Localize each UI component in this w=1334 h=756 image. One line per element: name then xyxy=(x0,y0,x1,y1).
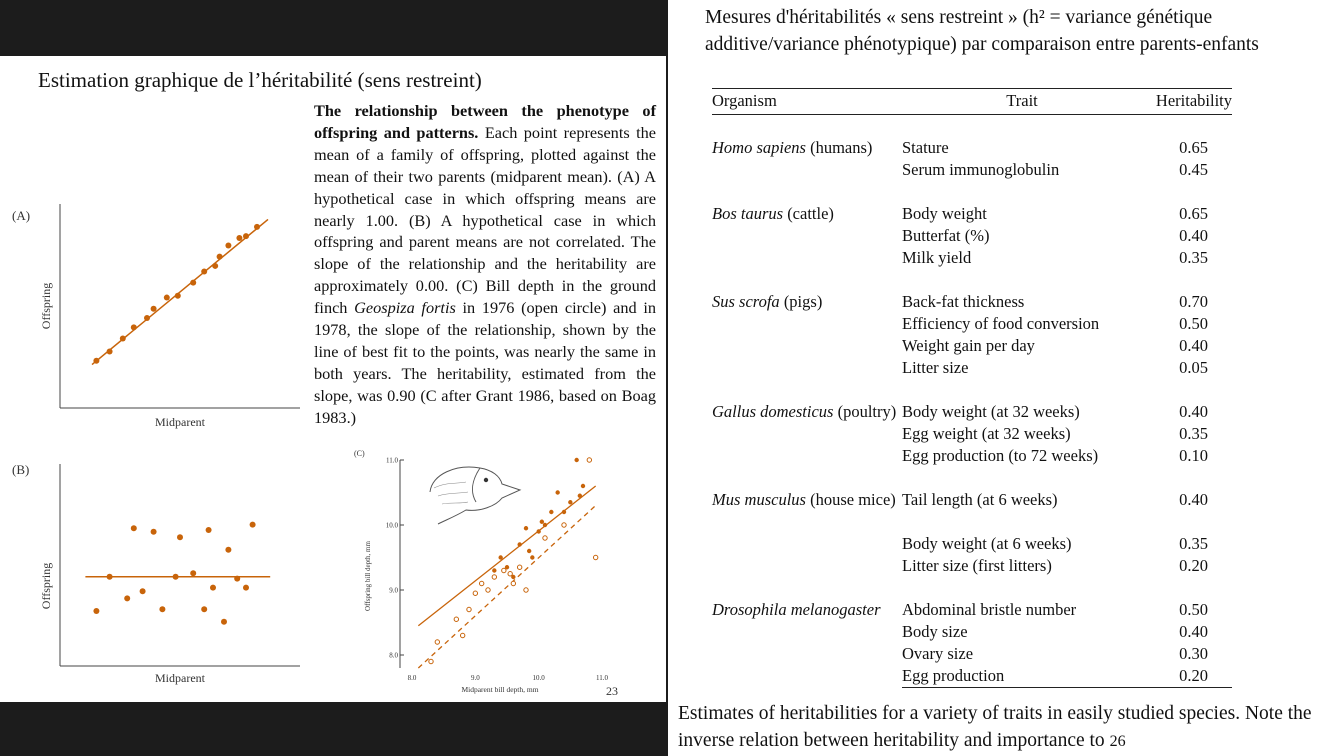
x-axis-label: Midparent bill depth, mm xyxy=(461,685,539,694)
heritability-cell: 0.65 xyxy=(1179,138,1208,157)
data-point xyxy=(460,633,464,637)
col-heritability: Heritability xyxy=(1142,89,1232,115)
y-tick-label: 11.0 xyxy=(386,456,398,465)
heritability-cell: 0.50 xyxy=(1179,600,1208,619)
trait-cell: Body weight (at 32 weeks) xyxy=(902,402,1080,421)
heritability-cell: 0.40 xyxy=(1179,226,1208,245)
data-point xyxy=(574,458,578,462)
heritability-cell: 0.10 xyxy=(1179,446,1208,465)
left-slide xyxy=(0,56,666,702)
bird-head-shading xyxy=(434,482,468,504)
heritability-cell: 0.20 xyxy=(1142,665,1232,688)
x-tick-label: 8.0 xyxy=(407,674,417,682)
table-header-row xyxy=(712,89,1232,115)
heritability-table xyxy=(712,88,1232,688)
trait-cell: Egg production (to 72 weeks) xyxy=(902,446,1099,465)
organism-cell xyxy=(712,401,902,467)
bird-eye xyxy=(484,478,488,482)
y-axis-label: Offspring xyxy=(39,562,53,610)
data-point xyxy=(217,254,223,260)
plot-area xyxy=(418,458,598,668)
trait-cell: Butterfat (%) xyxy=(902,226,990,245)
organism-scientific-name: Gallus domesticus xyxy=(712,402,834,421)
data-point xyxy=(131,324,137,330)
heritability-cell: 0.20 xyxy=(1179,556,1208,575)
data-point xyxy=(581,484,585,488)
data-point xyxy=(173,574,179,580)
heritability-cell: 0.45 xyxy=(1179,160,1208,179)
trait-cell: Efficiency of food conversion xyxy=(902,314,1100,333)
organism-common-name: (poultry) xyxy=(833,402,897,421)
data-point xyxy=(467,607,471,611)
bird-head-sketch xyxy=(430,467,520,524)
data-point xyxy=(175,293,181,299)
heritability-cell: 0.35 xyxy=(1179,248,1208,267)
data-point xyxy=(517,542,521,546)
group-spacer xyxy=(712,467,1232,489)
table-row xyxy=(712,137,1232,159)
organism-cell xyxy=(712,137,902,181)
chart-panel-a xyxy=(12,202,302,442)
bird-head-outline xyxy=(430,467,520,524)
organism-cell xyxy=(712,291,902,379)
data-point xyxy=(536,529,540,533)
panel-label: (C) xyxy=(354,449,365,458)
data-point xyxy=(212,263,218,269)
table-row xyxy=(712,401,1232,423)
data-point xyxy=(159,606,165,612)
data-point xyxy=(508,572,512,576)
group-spacer xyxy=(712,269,1232,291)
data-point xyxy=(190,570,196,576)
trait-cell: Tail length (at 6 weeks) xyxy=(902,490,1058,509)
panel-label: (A) xyxy=(12,208,31,223)
data-point xyxy=(429,659,433,663)
data-point xyxy=(486,588,490,592)
data-point xyxy=(435,640,439,644)
data-point xyxy=(93,608,99,614)
data-point xyxy=(524,526,528,530)
data-point xyxy=(511,581,515,585)
data-point xyxy=(473,591,477,595)
data-point xyxy=(555,490,559,494)
data-point xyxy=(530,555,534,559)
caption-text-1: Each point represents the mean of a family of offspring, plotted against the mean of their two parents (midparent mean). (A) A hypothetical case in which offspring means are nearly 1.00. (B) A hypothetical case in which offspring and parent means are not correlated. The slope of the relationship and the heritability are approximately 0.00. (C) Bill depth in the ground finch xyxy=(314,122,656,318)
col-organism: Organism xyxy=(712,89,902,115)
group-spacer xyxy=(712,379,1232,401)
data-point xyxy=(210,585,216,591)
data-point xyxy=(527,549,531,553)
data-point xyxy=(543,523,547,527)
organism-common-name: (pigs) xyxy=(779,292,823,311)
trait-cell xyxy=(902,511,1142,533)
panel-label: (B) xyxy=(12,462,30,477)
caption-bold-lead: The relationship between the phenotype of offspring and patterns. xyxy=(314,101,656,142)
data-point xyxy=(243,233,249,239)
trait-cell: Egg weight (at 32 weeks) xyxy=(902,424,1071,443)
trait-cell: Body weight xyxy=(902,204,987,223)
y-tick-label: 9.0 xyxy=(389,586,398,595)
fit-line-1978 xyxy=(418,486,595,626)
group-spacer xyxy=(712,577,1232,599)
data-point xyxy=(131,525,137,531)
col-trait: Trait xyxy=(902,89,1142,115)
data-point xyxy=(206,527,212,533)
trait-cell: Stature xyxy=(902,138,949,157)
trait-cell: Litter size (first litters) xyxy=(902,556,1052,575)
data-point xyxy=(568,500,572,504)
organism-common-name: (cattle) xyxy=(783,204,834,223)
caption-species: Geospiza fortis xyxy=(354,298,456,318)
data-point xyxy=(190,280,196,286)
data-point xyxy=(107,349,113,355)
fit-line-1976 xyxy=(418,506,595,669)
data-point xyxy=(225,242,231,248)
tick-group xyxy=(386,457,609,683)
data-point xyxy=(498,555,502,559)
chart-panel-b xyxy=(12,456,302,696)
x-axis-label: Midparent xyxy=(155,415,205,429)
heritability-cell: 0.05 xyxy=(1179,358,1208,377)
heritability-cell: 0.35 xyxy=(1179,534,1208,553)
bottom-note xyxy=(678,700,1328,755)
data-point xyxy=(549,510,553,514)
trait-cell: Back-fat thickness xyxy=(902,292,1025,311)
data-point xyxy=(492,568,496,572)
trait-cell: Weight gain per day xyxy=(902,336,1035,355)
heritability-cell: 0.30 xyxy=(1179,644,1208,663)
data-point xyxy=(151,529,157,535)
plot-area xyxy=(92,219,268,364)
organism-common-name: (house mice) xyxy=(805,490,896,509)
data-point xyxy=(107,574,113,580)
right-slide-title: Mesures d'héritabilités « sens restreint » (h² = variance génétique additive/variance phénotypique) par comparaison entre parents-enfants xyxy=(705,7,1259,55)
y-axis-label: Offspring xyxy=(39,282,53,330)
heritability-cell xyxy=(1142,511,1232,533)
page-mark: 23 xyxy=(606,684,618,698)
data-point xyxy=(517,565,521,569)
data-point xyxy=(221,619,227,625)
data-point xyxy=(540,520,544,524)
data-point xyxy=(254,224,260,230)
organism-scientific-name: Bos taurus xyxy=(712,204,784,223)
heritability-cell: 0.35 xyxy=(1179,424,1208,443)
heritability-cell: 0.40 xyxy=(1179,490,1208,509)
table-body xyxy=(712,115,1232,688)
data-point xyxy=(593,555,597,559)
figure-caption xyxy=(314,100,656,429)
right-slide xyxy=(668,0,1334,756)
data-point xyxy=(140,588,146,594)
data-point xyxy=(201,606,207,612)
data-point xyxy=(250,522,256,528)
data-point xyxy=(562,523,566,527)
data-point xyxy=(164,295,170,301)
plot-area xyxy=(85,522,270,625)
table-row xyxy=(712,599,1232,621)
table-row xyxy=(712,203,1232,225)
organism-scientific-name: Mus musculus xyxy=(712,490,806,509)
heritability-cell: 0.40 xyxy=(1179,402,1208,421)
x-tick-label: 9.0 xyxy=(470,674,480,682)
data-point xyxy=(543,536,547,540)
heritability-cell: 0.65 xyxy=(1179,204,1208,223)
organism-cell xyxy=(712,203,902,269)
trait-cell: Ovary size xyxy=(902,644,974,663)
y-tick-label: 8.0 xyxy=(389,651,398,660)
trait-cell: Milk yield xyxy=(902,248,972,267)
x-axis-label: Midparent xyxy=(155,671,205,685)
data-point xyxy=(524,588,528,592)
data-point xyxy=(236,235,242,241)
data-point xyxy=(124,595,130,601)
organism-scientific-name: Drosophila melanogaster xyxy=(712,600,881,619)
organism-cell xyxy=(712,489,902,577)
table-row xyxy=(712,291,1232,313)
trait-cell: Body size xyxy=(902,622,968,641)
heritability-cell: 0.50 xyxy=(1179,314,1208,333)
chart-panel-c xyxy=(350,446,620,698)
data-point xyxy=(151,306,157,312)
data-point xyxy=(562,510,566,514)
data-point xyxy=(479,581,483,585)
organism-common-name: (humans) xyxy=(805,138,873,157)
caption-text-2: in 1976 (open circle) and in 1978, the slope of the relationship, shown by the line of best fit to the points, was nearly the same in both years. The heritability, estimated from the slope, was 0.90 (C after Grant 1986, based on Boag 1983.) xyxy=(314,298,656,427)
data-point xyxy=(243,585,249,591)
trait-cell: Litter size xyxy=(902,358,969,377)
table-row xyxy=(712,489,1232,511)
data-point xyxy=(93,358,99,364)
bottom-note-text: Estimates of heritabilities for a variety of traits in easily studied species. Note the inverse relation between heritability and importance to xyxy=(678,703,1312,751)
data-point xyxy=(201,269,207,275)
x-tick-label: 11.0 xyxy=(596,674,608,682)
data-point xyxy=(120,335,126,341)
heritability-cell: 0.40 xyxy=(1179,336,1208,355)
data-point xyxy=(502,568,506,572)
organism-scientific-name: Homo sapiens xyxy=(712,138,806,157)
data-point xyxy=(578,494,582,498)
left-slide-title: Estimation graphique de l’héritabilité (sens restreint) xyxy=(38,68,482,92)
data-point xyxy=(225,547,231,553)
y-axis-label: Offspring bill depth, mm xyxy=(364,541,372,611)
data-point xyxy=(234,576,240,582)
data-point xyxy=(144,315,150,321)
data-point xyxy=(587,458,591,462)
group-spacer xyxy=(712,115,1232,138)
heritability-cell: 0.70 xyxy=(1179,292,1208,311)
group-spacer xyxy=(712,181,1232,203)
trait-cell: Abdominal bristle number xyxy=(902,600,1077,619)
y-tick-label: 10.0 xyxy=(385,521,398,530)
x-tick-label: 10.0 xyxy=(532,674,545,682)
data-point xyxy=(454,617,458,621)
organism-scientific-name: Sus scrofa xyxy=(712,292,780,311)
trait-cell: Serum immunoglobulin xyxy=(902,160,1060,179)
fit-line-series xyxy=(92,219,268,364)
heritability-cell: 0.40 xyxy=(1179,622,1208,641)
organism-cell xyxy=(712,599,902,688)
trait-cell: Body weight (at 6 weeks) xyxy=(902,534,1072,553)
data-point xyxy=(492,575,496,579)
page-number: 26 xyxy=(1109,733,1126,750)
data-point xyxy=(177,534,183,540)
trait-cell: Egg production xyxy=(902,665,1142,688)
